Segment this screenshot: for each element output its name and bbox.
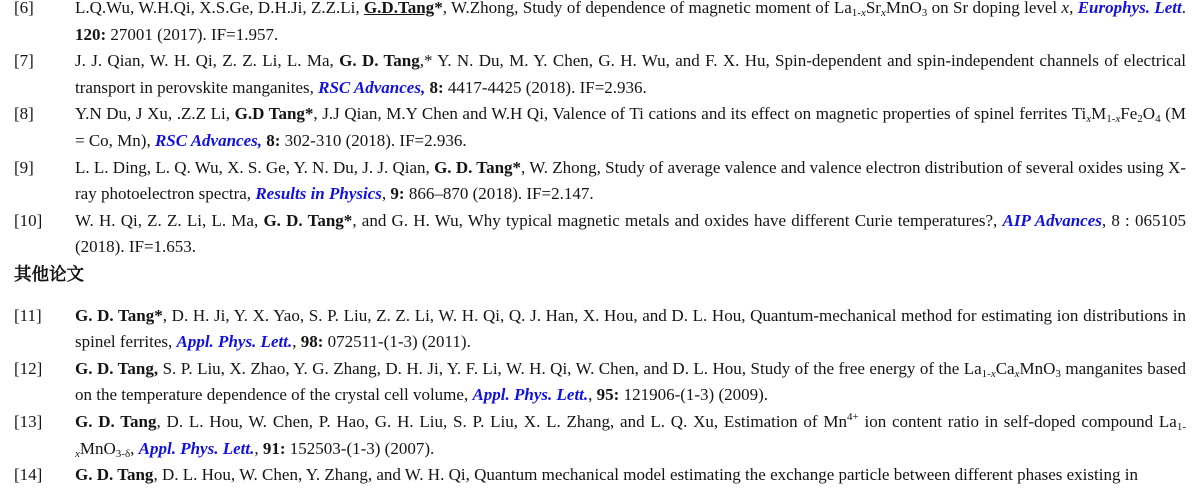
reference-number: [11] xyxy=(14,305,42,325)
reference-entry xyxy=(0,208,1200,261)
reference-entry xyxy=(0,409,1200,462)
reference-number: [13] xyxy=(14,411,43,431)
reference-number: [9] xyxy=(14,157,34,177)
reference-number: [7] xyxy=(14,51,34,71)
reference-entry xyxy=(0,462,1200,489)
reference-text: G. D. Tang*, D. H. Ji, Y. X. Yao, S. P. Liu, Z. Z. Li, W. H. Qi, Q. J. Han, X. Hou, and D. L. Hou, Quantum-mechanical method for estimating ion distributions in spinel ferrites, Appl. Phys. Lett., 98: 072511-(1-3) (2011). xyxy=(75,305,1186,352)
reference-text: G. D. Tang, D. L. Hou, W. Chen, P. Hao, G. H. Liu, S. P. Liu, X. L. Zhang, and L. Q. Xu, Estimation of $Mn^{4+}$ ion content ratio in self-doped compound La1-xMnO3-δ, Appl. Phys. Lett., 91: 152503-(1-3) (2007). xyxy=(75,410,1186,460)
reference-text: Y.N Du, J Xu, .Z.Z Li, G.D Tang*, J.J Qian, M.Y Chen and W.H Qi, Valence of Ti cations and its effect on magnetic properties of spinel ferrites TixM1-xFe2O4 (M = Co, Mn), RSC Advances, 8: 302-310 (2018). IF=2.936. xyxy=(75,104,1186,150)
reference-entry xyxy=(0,0,1200,48)
section-heading-other-papers: 其他论文 xyxy=(14,263,84,284)
reference-text: G. D. Tang, D. L. Hou, W. Chen, Y. Zhang, and W. H. Qi, Quantum mechanical model estimating the exchange particle between different phases existing in xyxy=(75,465,1138,485)
reference-text: G. D. Tang, S. P. Liu, X. Zhao, Y. G. Zhang, D. H. Ji, Y. F. Li, W. H. Qi, W. Chen, and D. L. Hou, Study of the free energy of the La1-xCaxMnO3 manganites based on the temperature dependence of the crystal cell volume, Appl. Phys. Lett., 95: 121906-(1-3) (2009). xyxy=(75,358,1186,405)
reference-text: W. H. Qi, Z. Z. Li, L. Ma, G. D. Tang*, and G. H. Wu, Why typical magnetic metals and oxides have different Curie temperatures?, AIP Advances, 8 : 065105 (2018). IF=1.653. xyxy=(75,210,1186,257)
reference-entry xyxy=(0,303,1200,356)
reference-entry xyxy=(0,356,1200,409)
reference-text: L.Q.Wu, W.H.Qi, X.S.Ge, D.H.Ji, Z.Z.Li, G.D.Tang*, W.Zhong, Study of dependence of magnetic moment of La1-xSrxMnO3 on Sr doping level x, Europhys. Lett. 120: 27001 (2017). IF=1.957. xyxy=(75,0,1186,44)
reference-number: [8] xyxy=(14,104,34,124)
reference-number: [14] xyxy=(14,465,43,485)
reference-entry xyxy=(0,48,1200,101)
reference-number: [12] xyxy=(14,358,43,378)
reference-text: L. L. Ding, L. Q. Wu, X. S. Ge, Y. N. Du, J. J. Qian, G. D. Tang*, W. Zhong, Study of average valence and valence electron distribution of several oxides using X-ray photoelectron spectra, Results in Physics, 9: 866–870 (2018). IF=2.147. xyxy=(75,157,1186,204)
reference-entry xyxy=(0,155,1200,208)
reference-text: J. J. Qian, W. H. Qi, Z. Z. Li, L. Ma, G. D. Tang,* Y. N. Du, M. Y. Chen, G. H. Wu, and F. X. Hu, Spin-dependent and spin-independent channels of electrical transport in perovskite manganites, RSC Advances, 8: 4417-4425 (2018). IF=2.936. xyxy=(75,51,1187,97)
reference-entry xyxy=(0,101,1200,154)
reference-number: [10] xyxy=(14,210,43,230)
reference-number: [6] xyxy=(14,0,34,17)
